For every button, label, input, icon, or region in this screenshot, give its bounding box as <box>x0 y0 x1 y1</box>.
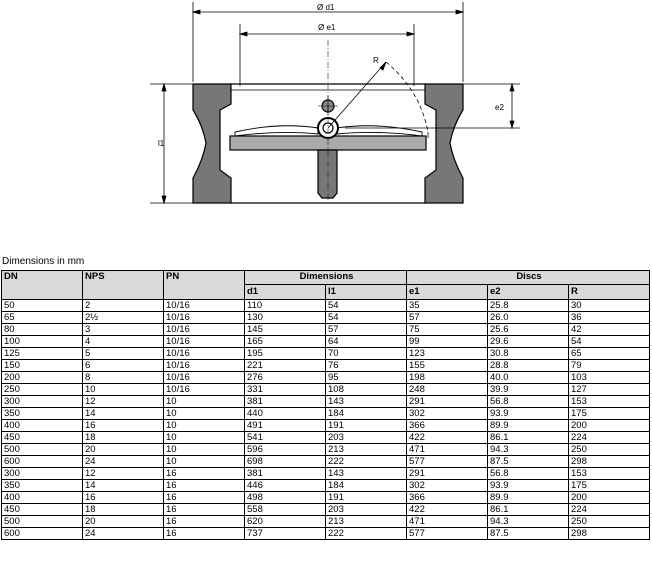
cell-e1: 155 <box>407 360 488 372</box>
header-R: R <box>569 285 650 300</box>
cell-nps: 24 <box>83 456 164 468</box>
cell-e1: 471 <box>407 516 488 528</box>
cell-e2: 56.8 <box>488 396 569 408</box>
cell-l1: 95 <box>326 372 407 384</box>
cell-dn: 300 <box>2 468 83 480</box>
cell-pn: 10 <box>164 456 245 468</box>
table-row <box>2 324 650 336</box>
cell-nps: 16 <box>83 492 164 504</box>
header-dimensions: Dimensions <box>245 271 407 285</box>
table-row <box>2 432 650 444</box>
table-caption: Dimensions in mm <box>2 256 85 267</box>
cell-dn: 125 <box>2 348 83 360</box>
cell-r: 200 <box>569 420 650 432</box>
header-e1: e1 <box>407 285 488 300</box>
cell-l1: 76 <box>326 360 407 372</box>
cell-nps: 16 <box>83 420 164 432</box>
cell-pn: 10/16 <box>164 384 245 396</box>
table-row <box>2 408 650 420</box>
cell-r: 65 <box>569 348 650 360</box>
header-e2: e2 <box>488 285 569 300</box>
cell-r: 54 <box>569 336 650 348</box>
cell-nps: 20 <box>83 516 164 528</box>
cell-nps: 24 <box>83 528 164 540</box>
cell-r: 250 <box>569 444 650 456</box>
cell-e2: 30.8 <box>488 348 569 360</box>
label-R: R <box>373 56 379 65</box>
cell-e1: 422 <box>407 432 488 444</box>
table-body <box>2 300 650 540</box>
cell-e1: 422 <box>407 504 488 516</box>
cell-d1: 221 <box>245 360 326 372</box>
label-d1: Ø d1 <box>317 3 335 12</box>
cell-l1: 184 <box>326 480 407 492</box>
cell-e1: 198 <box>407 372 488 384</box>
cell-e1: 248 <box>407 384 488 396</box>
cell-dn: 350 <box>2 408 83 420</box>
cell-d1: 498 <box>245 492 326 504</box>
cell-nps: 4 <box>83 336 164 348</box>
cell-l1: 203 <box>326 504 407 516</box>
table-row <box>2 456 650 468</box>
cell-d1: 130 <box>245 312 326 324</box>
cell-d1: 195 <box>245 348 326 360</box>
cell-pn: 10/16 <box>164 348 245 360</box>
cell-e1: 35 <box>407 300 488 312</box>
table-row <box>2 528 650 540</box>
cell-l1: 184 <box>326 408 407 420</box>
cell-r: 153 <box>569 468 650 480</box>
cell-e2: 87.5 <box>488 456 569 468</box>
cell-r: 79 <box>569 360 650 372</box>
table-row <box>2 312 650 324</box>
cell-e2: 86.1 <box>488 504 569 516</box>
cell-nps: 8 <box>83 372 164 384</box>
cell-dn: 400 <box>2 420 83 432</box>
cell-nps: 5 <box>83 348 164 360</box>
cell-nps: 14 <box>83 408 164 420</box>
cell-e1: 291 <box>407 468 488 480</box>
cell-e2: 28.8 <box>488 360 569 372</box>
cell-l1: 54 <box>326 300 407 312</box>
cell-pn: 16 <box>164 516 245 528</box>
header-dn: DN <box>2 271 83 300</box>
cell-d1: 541 <box>245 432 326 444</box>
valve-cross-section-drawing <box>0 0 652 250</box>
cell-e1: 366 <box>407 420 488 432</box>
cell-pn: 10 <box>164 408 245 420</box>
cell-dn: 450 <box>2 432 83 444</box>
cell-l1: 143 <box>326 468 407 480</box>
cell-d1: 620 <box>245 516 326 528</box>
cell-nps: 18 <box>83 504 164 516</box>
cell-r: 127 <box>569 384 650 396</box>
cell-r: 103 <box>569 372 650 384</box>
cell-e2: 93.9 <box>488 408 569 420</box>
cell-e2: 94.3 <box>488 444 569 456</box>
cell-nps: 3 <box>83 324 164 336</box>
cell-e2: 86.1 <box>488 432 569 444</box>
table-row <box>2 396 650 408</box>
cell-e1: 291 <box>407 396 488 408</box>
cell-r: 153 <box>569 396 650 408</box>
cell-l1: 191 <box>326 420 407 432</box>
cell-e2: 40.0 <box>488 372 569 384</box>
table-row <box>2 348 650 360</box>
cell-e2: 29.6 <box>488 336 569 348</box>
cell-r: 42 <box>569 324 650 336</box>
cell-dn: 100 <box>2 336 83 348</box>
table-row <box>2 372 650 384</box>
cell-d1: 276 <box>245 372 326 384</box>
cell-d1: 558 <box>245 504 326 516</box>
cell-dn: 600 <box>2 456 83 468</box>
cell-nps: 2 <box>83 300 164 312</box>
cell-e1: 75 <box>407 324 488 336</box>
cell-d1: 446 <box>245 480 326 492</box>
table-row <box>2 492 650 504</box>
cell-l1: 191 <box>326 492 407 504</box>
cell-e2: 89.9 <box>488 492 569 504</box>
cell-nps: 18 <box>83 432 164 444</box>
cell-dn: 450 <box>2 504 83 516</box>
table-row <box>2 444 650 456</box>
cell-e1: 302 <box>407 480 488 492</box>
label-e2: e2 <box>495 103 504 112</box>
cell-r: 36 <box>569 312 650 324</box>
cell-d1: 491 <box>245 420 326 432</box>
cell-e1: 123 <box>407 348 488 360</box>
cell-pn: 10/16 <box>164 336 245 348</box>
table-row <box>2 420 650 432</box>
cell-r: 298 <box>569 456 650 468</box>
cell-pn: 10 <box>164 420 245 432</box>
cell-d1: 145 <box>245 324 326 336</box>
cell-d1: 331 <box>245 384 326 396</box>
cell-dn: 500 <box>2 516 83 528</box>
cell-r: 224 <box>569 504 650 516</box>
cell-dn: 600 <box>2 528 83 540</box>
table-row <box>2 360 650 372</box>
header-pn: PN <box>164 271 245 300</box>
table-row <box>2 504 650 516</box>
cell-nps: 12 <box>83 396 164 408</box>
cell-r: 224 <box>569 432 650 444</box>
cell-nps: 6 <box>83 360 164 372</box>
cell-dn: 500 <box>2 444 83 456</box>
header-discs: Discs <box>407 271 650 285</box>
cell-e2: 39.9 <box>488 384 569 396</box>
cell-dn: 300 <box>2 396 83 408</box>
cell-pn: 10/16 <box>164 300 245 312</box>
header-d1: d1 <box>245 285 326 300</box>
cell-e2: 87.5 <box>488 528 569 540</box>
dimension-l1 <box>150 84 193 203</box>
cell-l1: 54 <box>326 312 407 324</box>
cell-l1: 143 <box>326 396 407 408</box>
cell-pn: 10 <box>164 396 245 408</box>
cell-e2: 56.8 <box>488 468 569 480</box>
cell-e1: 302 <box>407 408 488 420</box>
cell-e2: 26.0 <box>488 312 569 324</box>
cell-l1: 213 <box>326 516 407 528</box>
cell-pn: 10/16 <box>164 312 245 324</box>
cell-l1: 213 <box>326 444 407 456</box>
cell-l1: 57 <box>326 324 407 336</box>
cell-pn: 10/16 <box>164 372 245 384</box>
cell-d1: 110 <box>245 300 326 312</box>
header-l1: l1 <box>326 285 407 300</box>
cell-dn: 250 <box>2 384 83 396</box>
cell-l1: 222 <box>326 528 407 540</box>
table-header-row <box>2 271 650 285</box>
cell-e2: 25.6 <box>488 324 569 336</box>
cell-dn: 400 <box>2 492 83 504</box>
cell-e1: 99 <box>407 336 488 348</box>
cell-pn: 16 <box>164 528 245 540</box>
cell-r: 298 <box>569 528 650 540</box>
cell-pn: 10 <box>164 432 245 444</box>
cell-dn: 80 <box>2 324 83 336</box>
cell-l1: 222 <box>326 456 407 468</box>
label-l1: l1 <box>158 139 165 148</box>
cell-l1: 64 <box>326 336 407 348</box>
cell-d1: 737 <box>245 528 326 540</box>
cell-pn: 10/16 <box>164 360 245 372</box>
cell-dn: 65 <box>2 312 83 324</box>
cell-e1: 57 <box>407 312 488 324</box>
cell-pn: 16 <box>164 504 245 516</box>
cell-pn: 16 <box>164 468 245 480</box>
header-nps: NPS <box>83 271 164 300</box>
cell-nps: 14 <box>83 480 164 492</box>
cell-r: 200 <box>569 492 650 504</box>
table-row <box>2 468 650 480</box>
cell-dn: 200 <box>2 372 83 384</box>
table-row <box>2 300 650 312</box>
cell-nps: 2½ <box>83 312 164 324</box>
cell-d1: 165 <box>245 336 326 348</box>
cell-dn: 150 <box>2 360 83 372</box>
cell-dn: 350 <box>2 480 83 492</box>
cell-l1: 70 <box>326 348 407 360</box>
table-row <box>2 336 650 348</box>
table-row <box>2 516 650 528</box>
cell-pn: 10 <box>164 444 245 456</box>
cell-nps: 20 <box>83 444 164 456</box>
cell-e2: 25.8 <box>488 300 569 312</box>
table-row <box>2 384 650 396</box>
cell-l1: 203 <box>326 432 407 444</box>
cell-d1: 698 <box>245 456 326 468</box>
cell-pn: 16 <box>164 492 245 504</box>
cell-e2: 94.3 <box>488 516 569 528</box>
cell-e1: 577 <box>407 456 488 468</box>
cell-d1: 381 <box>245 396 326 408</box>
cell-e1: 366 <box>407 492 488 504</box>
cell-nps: 10 <box>83 384 164 396</box>
dimensions-table <box>1 270 650 540</box>
cell-r: 250 <box>569 516 650 528</box>
cell-r: 30 <box>569 300 650 312</box>
cell-pn: 16 <box>164 480 245 492</box>
cell-l1: 108 <box>326 384 407 396</box>
cell-r: 175 <box>569 408 650 420</box>
dimension-e1 <box>240 24 414 86</box>
cell-d1: 596 <box>245 444 326 456</box>
table-row <box>2 480 650 492</box>
label-e1: Ø e1 <box>318 23 336 32</box>
cell-e2: 93.9 <box>488 480 569 492</box>
cell-e2: 89.9 <box>488 420 569 432</box>
cell-dn: 50 <box>2 300 83 312</box>
cell-d1: 381 <box>245 468 326 480</box>
cell-r: 175 <box>569 480 650 492</box>
cell-e1: 471 <box>407 444 488 456</box>
cell-e1: 577 <box>407 528 488 540</box>
cell-nps: 12 <box>83 468 164 480</box>
cell-pn: 10/16 <box>164 324 245 336</box>
cell-d1: 440 <box>245 408 326 420</box>
